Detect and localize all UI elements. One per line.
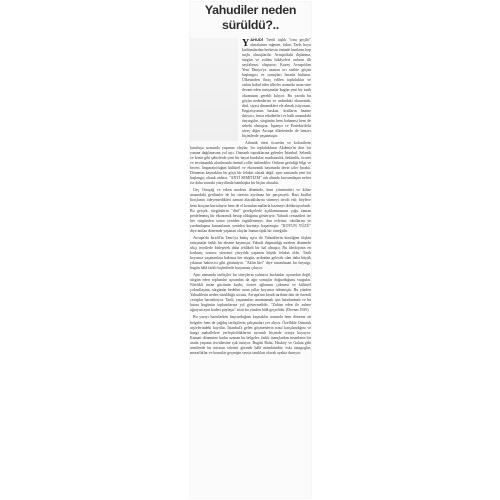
article-body-text <box>190 38 311 498</box>
article-paragraph: Aynı zamanda tarihçiler bu süreçlerin yalnızca kurbanlar açısından değil, sürgün eden toplumlar açısından da ağır sonuçlar doğurduğunu vurgular. Nitelikli insan gücünün kaybı, ticaret ağlarının çökmesi ve kültürel yoksullaşma, sürgünün bedelini uzun yıllar boyunca ödetmiştir. Bu yüzden Yahudilerin neden sürüldüğü sorusu, Avrupa'nın kendi tarihine dair de önemli cevaplar barındırıyor. Tarih, yaşananları unutmamak için hatırlanmalı ve bu hatıra bugünün toplumlarına yol göstermelidir. "Zulüm eden ile zulme uğrayan aynı kaderi paylaşır" sözü bu yüzden hâlâ geçerlidir. (Devam 1929) <box>190 273 311 313</box>
article-paragraph: Geç Ortaçağ ve erken modern dönemde, kent yönetimleri ve kilise arasındaki gerilimler de bu sürecin ayrılmaz bir parçasıydı. Bazı krallar borçlarını ödeyemedikleri zaman alacaklılarını sürmeyi tercih etti; böylece hem borçtan kurtuluyor hem de el konulan mallarla hazineyi dolduruyorlardı. Bu gerçek, sürgünlerin "dinî" gerekçelerle açıklanmasının çoğu zaman perdelenmiş bir ekonomik hesap olduğunu gösteriyor. Yahudi cemaatleri ise her sürgünden sonra yeniden örgütlenmeyi, dua evlerini, okullarını ve yardımlaşma kurumlarını yeniden kurmayı başarmıştır. "KOYUN YÜZÜ" diye anılan dönemde yaşanan olaylar bunun tipik bir örneğidir. <box>190 188 311 233</box>
headline-line-2: sürüldü?.. <box>222 18 279 32</box>
drop-cap: Y <box>242 38 250 49</box>
article-paragraph: Atlantik ötesi ticaretin ve kolonilerin kuruluşu sırasında yaşanan olaylar, bu toplulukların Akdeniz'in dört bir yanına dağılmasına yol açtı. Osmanlı topraklarına gelenler İstanbul, Selanik ve İzmir gibi şehirlerde yeni bir hayat kurdular; matbaacılık, hekimlik, ticaret ve tercümanlık alanlarında önemli roller üstlendiler. Onların getirdiği bilgi ve beceri, İmparatorluğun kültürel ve ekonomik hayatında derin izler bıraktı. Dönemin kaynakları bu göçü bir felaket olarak değil, aynı zamanda yeni bir başlangıç olarak anlatır. "ANTİ SEMİTİZM" adı altında kavramlaşan nefret ise daha sonraki yüzyıllarda bambaşka bir biçim alacaktı. <box>190 140 311 186</box>
headline-line-1: Yahudiler neden <box>204 3 297 17</box>
article-paragraph: Bu yazıyı hazırlarken başvurduğum kaynaklar arasında hem döneme ait belgeler hem de çağdaş tarihçilerin çalışmaları yer alıyor. Özellikle Osmanlı arşivlerindeki kayıtlar, İstanbul'a gelen göçmenlerin nasıl karşılandığını ve hangi mahallelere yerleştirildiklerini ayrıntılı biçimde ortaya koyuyor. Kanuni dönemine kadar uzanan bu belgeler, farklı inançlardan insanların bir arada yaşama tecrübesine ışık tutuyor. Bugün Balat, Hasköy ve Galata gibi semtlerde bu mirasın izlerini görmek hâlâ mümkündür; eski sinagoglar, mezarlıklar ve konutlar geçmişin sessiz tanıkları olarak ayakta duruyor. <box>190 315 311 355</box>
article-column <box>190 2 311 498</box>
article-body-area <box>190 38 311 498</box>
article-paragraph: Avrupa'da İsrafil'in Tanrı'ya bakış açısı ile Yahudilerin kimliğine ilişkin tartışmalar farklı bir eksene kaymıştır. Yahudi düşmanlığı modern dönemde ırkçı teorilerle birleşerek daha tehlikeli bir hal almıştır. Bu ideolojinin en korkunç sonucu yirminci yüzyılda yaşanan büyük felaket oldu. Tarih boyunca yaşananlara bakınca her sürgün, ardından gelecek olan daha büyük yıkımın habercisi gibi görünüyor. "Aklın kiri" diye tanımlanan bu önyargı, bugün hâlâ farklı biçimlerde karşımıza çıkıyor. <box>190 235 311 271</box>
paragraph-text: "benli taşlık "ırmı geçilir" olmalarına rağmen, fakat, Tarih boyu katliamlardan herkesin önünde bunların hep suçlu olmuşlardır. Avrupa'daki dışlanma, sürgün ve zulüm hikâyeleri onların ilk sayfalarını oluşturur; Kuzey Avrupa'dan Yeni Dünya'ya uzanan acı tarihte göçün başlangıcı ve sonuçları burada bulunur. Ülkesinden ihraç edilen topluluklar ve onları kabul eden ülkeler arasında uzun süre devam eden tartışmalar bugün yeni bir tarih okumasını gerekli kılıyor. Bu yazıda bu göçün nedenlerini ve ardındaki ekonomik, dinî, siyasi dinamikleri ele almak istiyorum. Engizisyonun baskısı, kralların hazine ihtiyacı, lonca rekabetleri ve halk arasındaki önyargılar, sürgünün hem bahanesi hem de sebebi olmuştur. İspanya ve Portekiz'deki süreç diğer Avrupa ülkelerinde de benzer biçimlerde yaşanmıştır. <box>242 38 311 138</box>
article-headline <box>190 2 311 33</box>
photo-spacer <box>190 38 242 141</box>
article-byline: AHUDİ <box>250 38 264 42</box>
